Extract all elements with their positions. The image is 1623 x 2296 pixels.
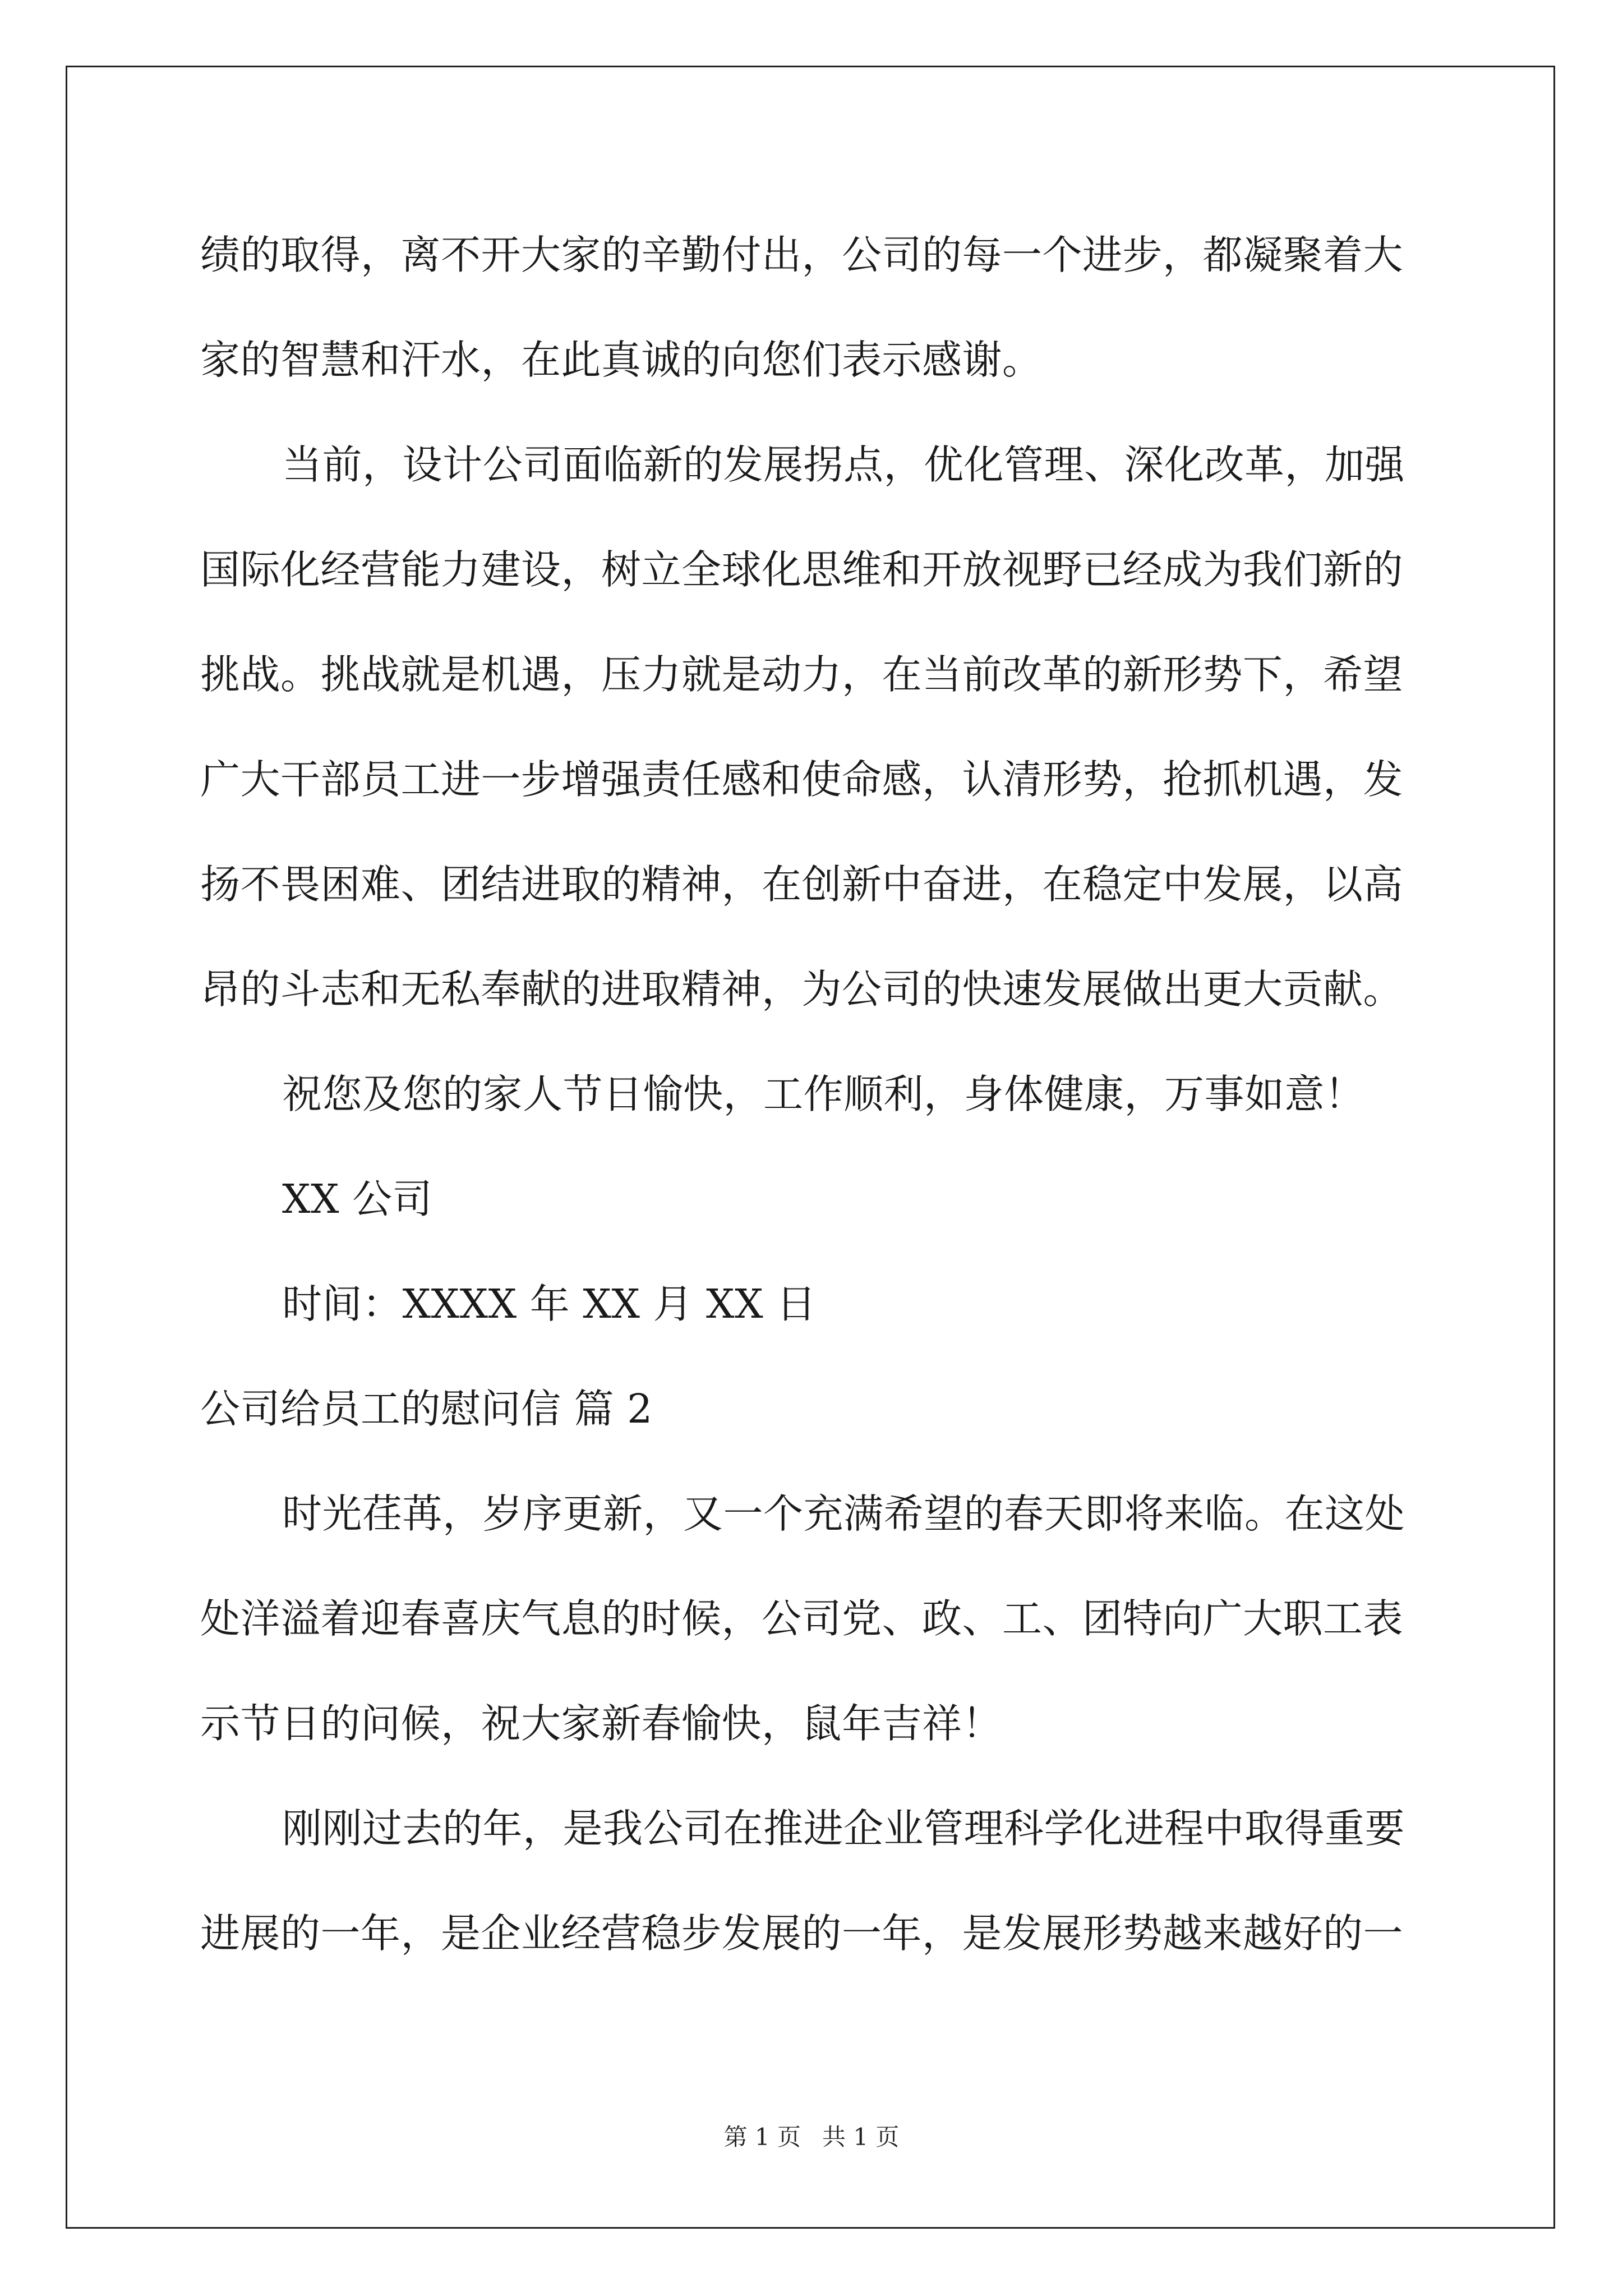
- signature-company: XX 公司: [282, 1176, 433, 1222]
- text-line: 扬不畏困难、团结进取的精神，在创新中奋进，在稳定中发展，以高: [200, 861, 1404, 908]
- page-footer: [0, 2120, 1623, 2154]
- page-number-total: 共 1 页: [822, 2123, 900, 2151]
- text-line: 绩的取得，离不开大家的辛勤付出，公司的每一个进步，都凝聚着大: [200, 232, 1404, 278]
- text-line: 昂的斗志和无私奉献的进取精神，为公司的快速发展做出更大贡献。: [200, 966, 1404, 1013]
- paragraph-start: 当前，设计公司面临新的发展拐点，优化管理、深化改革，加强: [282, 441, 1405, 488]
- text-line: 国际化经营能力建设，树立全球化思维和开放视野已经成为我们新的: [200, 546, 1404, 593]
- text-line: 处洋溢着迎春喜庆气息的时候，公司党、政、工、团特向广大职工表: [200, 1595, 1404, 1642]
- text-line: 进展的一年，是企业经营稳步发展的一年，是发展形势越来越好的一: [200, 1910, 1404, 1957]
- signature-date: 时间：XXXX 年 XX 月 XX 日: [282, 1281, 817, 1327]
- page-number-current: 第 1 页: [723, 2123, 801, 2151]
- closing-wishes: 祝您及您的家人节日愉快，工作顺利，身体健康，万事如意！: [282, 1071, 1365, 1117]
- section-heading: 公司给员工的慰问信 篇 2: [200, 1386, 653, 1432]
- text-line: 广大干部员工进一步增强责任感和使命感，认清形势，抢抓机遇，发: [200, 756, 1404, 803]
- text-line: 家的智慧和汗水，在此真诚的向您们表示感谢。: [200, 337, 1043, 383]
- text-line: 示节日的问候，祝大家新春愉快，鼠年吉祥！: [200, 1700, 1003, 1747]
- paragraph-start: 时光荏苒，岁序更新，又一个充满希望的春天即将来临。在这处: [282, 1490, 1405, 1537]
- paragraph-start: 刚刚过去的年，是我公司在推进企业管理科学化进程中取得重要: [282, 1805, 1405, 1852]
- text-line: 挑战。挑战就是机遇，压力就是动力，在当前改革的新形势下，希望: [200, 651, 1404, 698]
